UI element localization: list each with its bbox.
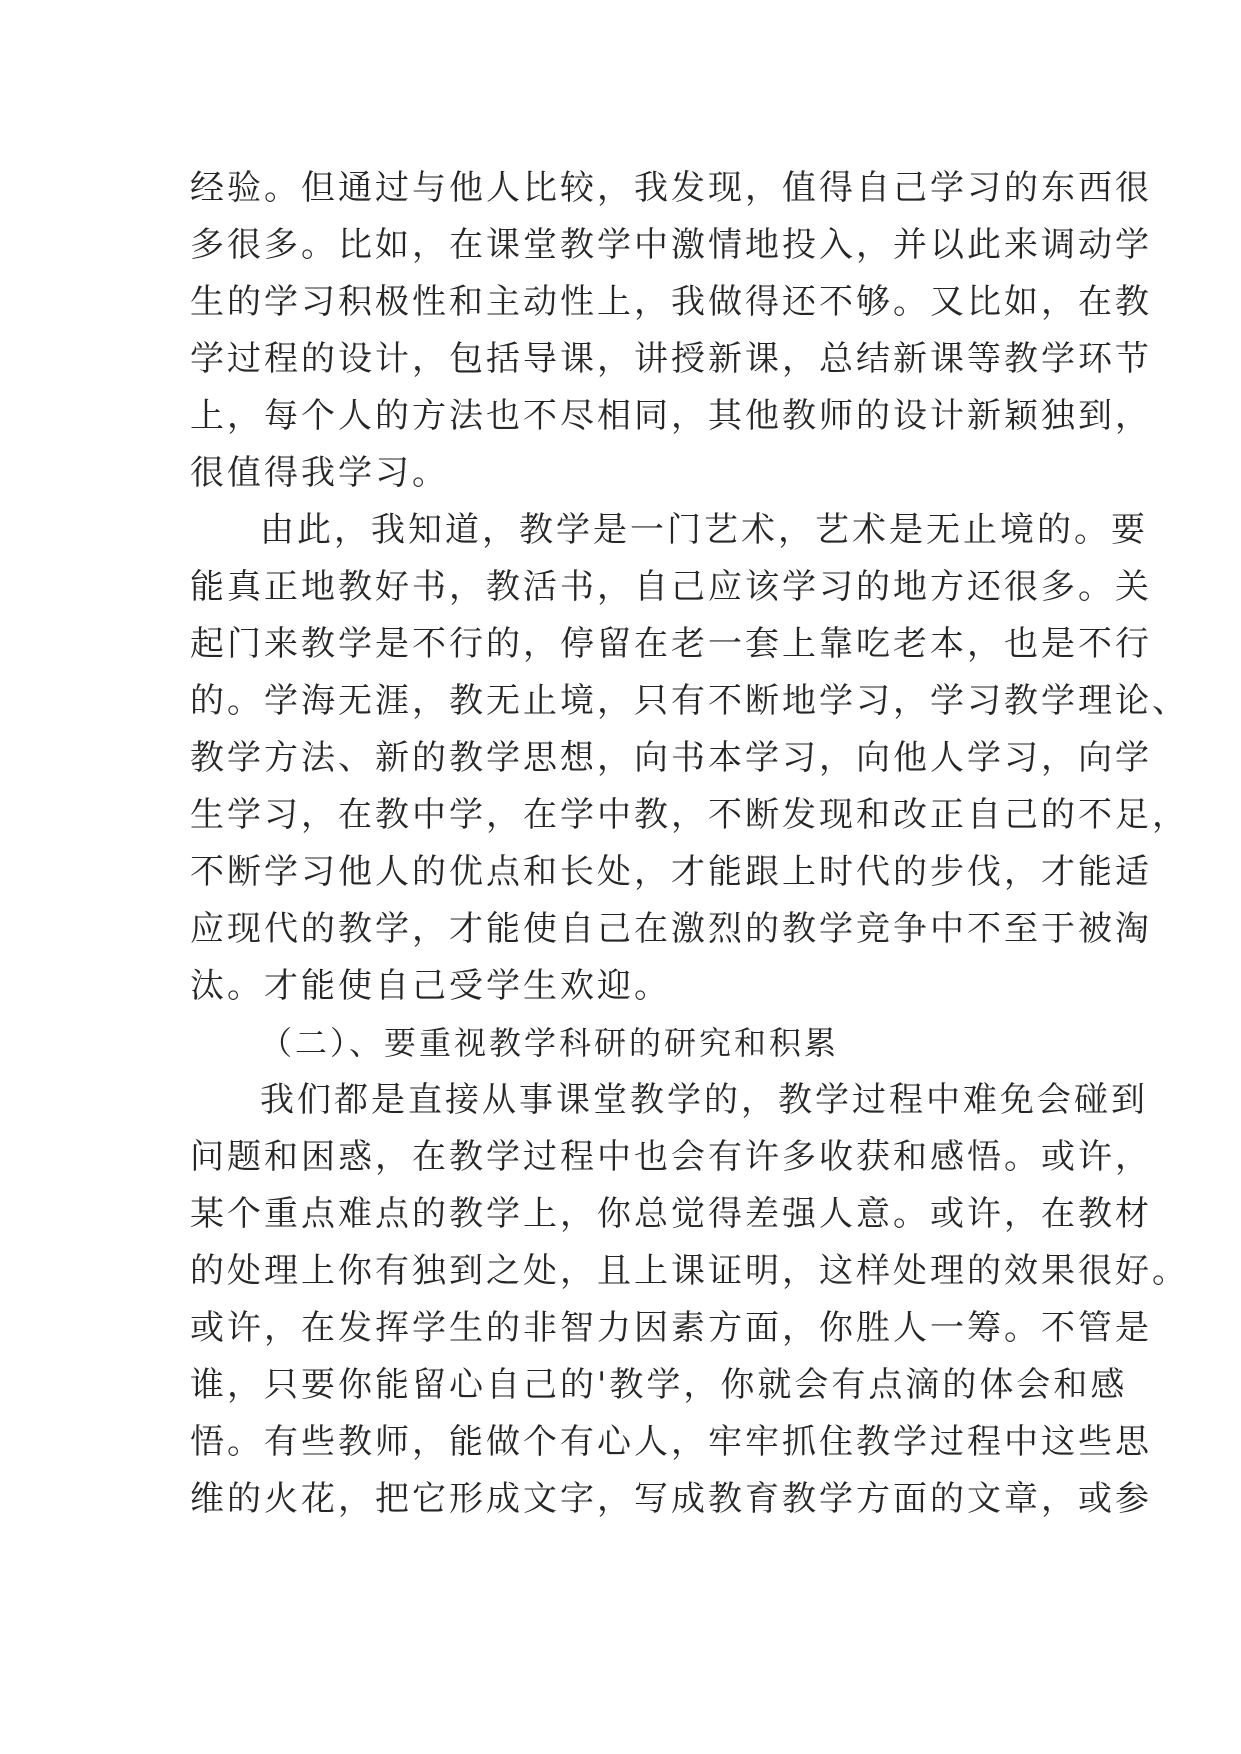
text-line: 应现代的教学，才能使自己在激烈的教学竞争中不至于被淘: [190, 909, 1152, 949]
paragraph-start-line: 由此，我知道，教学是一门艺术，艺术是无止境的。要: [260, 510, 1148, 550]
text-line: 经验。但通过与他人比较，我发现，值得自己学习的东西很: [190, 168, 1152, 208]
text-line: 上，每个人的方法也不尽相同，其他教师的设计新颖独到，: [190, 396, 1152, 436]
text-line: 悟。有些教师，能做个有心人，牢牢抓住教学过程中这些思: [190, 1422, 1152, 1462]
text-line: 教学方法、新的教学思想，向书本学习，向他人学习，向学: [190, 738, 1152, 778]
body-text: [190, 160, 1189, 1528]
text-line: 的。学海无涯，教无止境，只有不断地学习，学习教学理论、: [190, 681, 1189, 721]
text-line: 多很多。比如，在课堂教学中激情地投入，并以此来调动学: [190, 225, 1152, 265]
text-line: 起门来教学是不行的，停留在老一套上靠吃老本，也是不行: [190, 624, 1152, 664]
text-line: 不断学习他人的优点和长处，才能跟上时代的步伐，才能适: [190, 852, 1152, 892]
text-line: 很值得我学习。: [190, 453, 449, 493]
text-line: 能真正地教好书，教活书，自己应该学习的地方还很多。关: [190, 567, 1152, 607]
section-heading: （二）、要重视教学科研的研究和积累: [260, 1024, 840, 1062]
text-line: 生学习，在教中学，在学中教，不断发现和改正自己的不足，: [190, 795, 1189, 835]
text-line: 维的火花，把它形成文字，写成教育教学方面的文章，或参: [190, 1479, 1152, 1519]
text-line: 学过程的设计，包括导课，讲授新课，总结新课等教学环节: [190, 339, 1152, 379]
text-line: 或许，在发挥学生的非智力因素方面，你胜人一筹。不管是: [190, 1308, 1152, 1348]
text-line: 问题和困惑，在教学过程中也会有许多收获和感悟。或许，: [190, 1137, 1152, 1177]
text-line: 汰。才能使自己受学生欢迎。: [190, 966, 671, 1006]
text-line: 谁，只要你能留心自己的'教学，你就会有点滴的体会和感: [190, 1365, 1128, 1405]
paragraph-start-line: 我们都是直接从事课堂教学的，教学过程中难免会碰到: [260, 1080, 1148, 1120]
text-line: 生的学习积极性和主动性上，我做得还不够。又比如，在教: [190, 282, 1152, 322]
text-line: 的处理上你有独到之处，且上课证明，这样处理的效果很好。: [190, 1251, 1189, 1291]
text-line: 某个重点难点的教学上，你总觉得差强人意。或许，在教材: [190, 1194, 1152, 1234]
